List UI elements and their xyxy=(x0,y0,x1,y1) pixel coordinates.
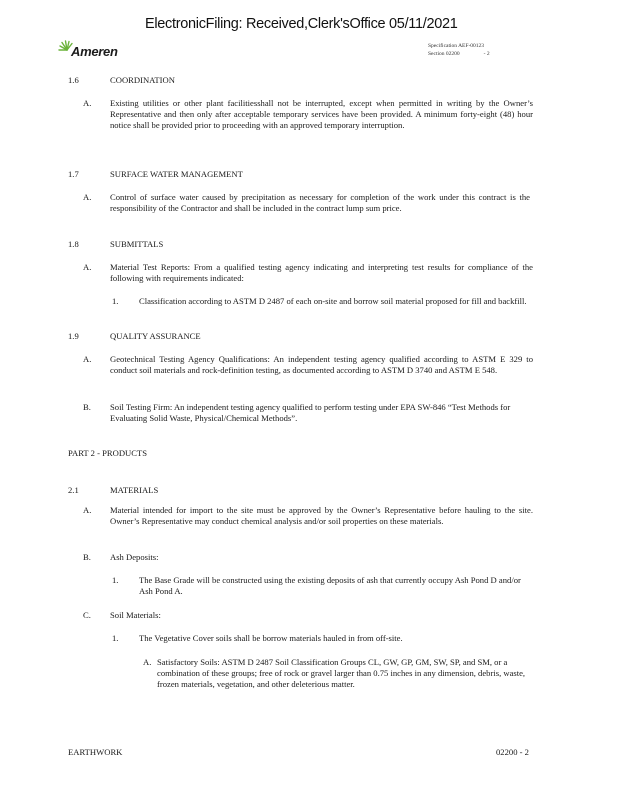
section-number: 1.6 xyxy=(68,75,79,85)
paragraph: Soil Testing Firm: An independent testing agency qualified to perform testing under EPA SW-846 “Test Methods for Evaluating Solid Waste, Physical/Chemical Methods”. xyxy=(110,402,511,424)
item-label: 1. xyxy=(112,633,119,643)
item-label: A. xyxy=(83,192,92,202)
section-number: 1.7 xyxy=(68,169,79,179)
item-label: A. xyxy=(83,354,92,364)
paragraph: Control of surface water caused by precipitation as necessary for completion of the work under this contract is the responsibility of the Contractor and shall be included in the contract lump sum price. xyxy=(110,192,530,214)
paragraph: Material intended for import to the site must be approved by the Owner’s Representative before hauling to the site. Owner’s Representative may conduct chemical analysis and/or soil properties on these materials. xyxy=(110,505,533,527)
electronic-filing-stamp: ElectronicFiling: Received,Clerk'sOffice 05/11/2021 xyxy=(145,16,458,32)
paragraph: Satisfactory Soils: ASTM D 2487 Soil Classification Groups CL, GW, GP, GM, SW, SP, and SM, or a combination of these groups; free of rock or gravel larger than 0.75 inches in any dimension, debris, waste, frozen materials, vegetation, and other deleterious matter. xyxy=(157,657,526,690)
paragraph: Ash Deposits: xyxy=(110,552,159,562)
paragraph: Classification according to ASTM D 2487 of each on-site and borrow soil material proposed for fill and backfill. xyxy=(139,296,527,306)
item-label: A. xyxy=(83,505,92,515)
item-label: A. xyxy=(143,657,152,667)
item-label: B. xyxy=(83,552,91,562)
paragraph: The Vegetative Cover soils shall be borrow materials hauled in from off-site. xyxy=(139,633,403,643)
footer-page-number: 02200 - 2 xyxy=(496,747,529,757)
spec-page: - 2 xyxy=(483,51,490,57)
section-title: COORDINATION xyxy=(110,75,175,85)
section-title: SUBMITTALS xyxy=(110,239,164,249)
ameren-logo xyxy=(58,40,148,62)
item-label: 1. xyxy=(112,575,119,585)
section-number: 1.9 xyxy=(68,331,79,341)
paragraph: The Base Grade will be constructed using the existing deposits of ash that currently occupy Ash Pond D and/or Ash Pond A. xyxy=(139,575,521,597)
section-number: 1.8 xyxy=(68,239,79,249)
section-title: MATERIALS xyxy=(110,485,159,495)
item-label: A. xyxy=(83,262,92,272)
spec-section: Section 02200 xyxy=(428,51,460,57)
item-label: 1. xyxy=(112,296,119,306)
section-title: QUALITY ASSURANCE xyxy=(110,331,201,341)
paragraph: Soil Materials: xyxy=(110,610,161,620)
spec-reference xyxy=(428,42,490,58)
section-number: 2.1 xyxy=(68,485,79,495)
logo-text: Ameren xyxy=(71,44,118,59)
part-heading: PART 2 - PRODUCTS xyxy=(68,448,148,458)
item-label: B. xyxy=(83,402,91,412)
spec-number: Specification AEF-00123 xyxy=(428,43,485,49)
paragraph: Existing utilities or other plant facilitiesshall not be interrupted, except when permitted in writing by the Owner’s Representative and then only after acceptable temporary services have been provided. A minimum forty-eight (48) hour notice shall be provided prior to proceeding with an approved temporary interruption. xyxy=(110,98,533,131)
item-label: C. xyxy=(83,610,91,620)
footer-title: EARTHWORK xyxy=(68,747,123,757)
item-label: A. xyxy=(83,98,92,108)
section-title: SURFACE WATER MANAGEMENT xyxy=(110,169,243,179)
paragraph: Geotechnical Testing Agency Qualifications: An independent testing agency qualified according to ASTM E 329 to conduct soil materials and rock-definition testing, as documented according to ASTM D 3740 and ASTM E 548. xyxy=(110,354,533,376)
paragraph: Material Test Reports: From a qualified testing agency indicating and interpreting test results for compliance of the following with requirements indicated: xyxy=(110,262,533,284)
